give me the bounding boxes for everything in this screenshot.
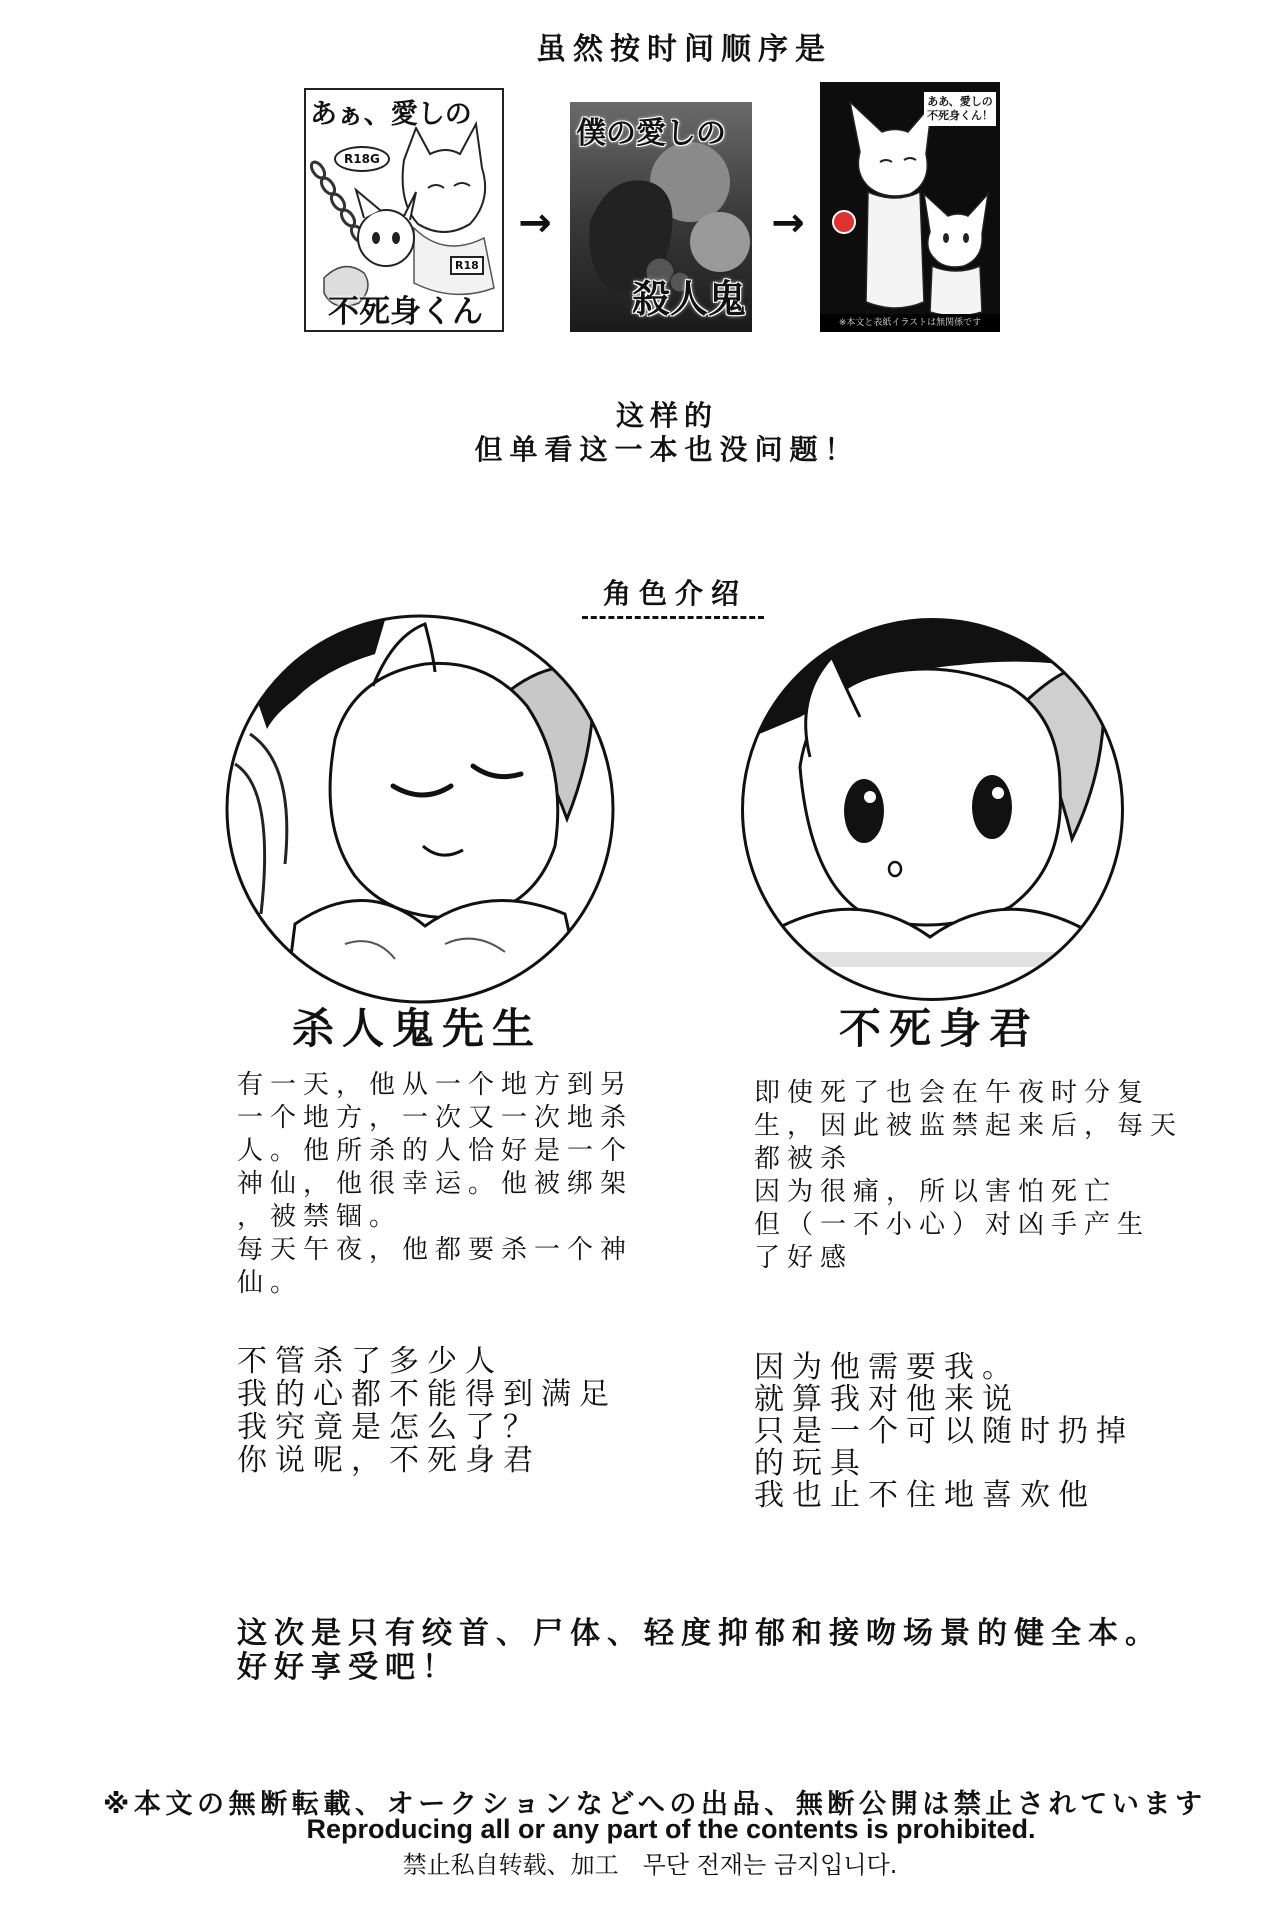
section-heading: 角色介绍 [602, 577, 747, 610]
closing-line: 好好享受吧！ [237, 1650, 459, 1685]
cat-eye [392, 232, 400, 244]
cat-head [358, 210, 414, 266]
character-description [754, 1077, 1183, 1275]
portrait-killer-illustration [225, 614, 615, 1004]
character-description [237, 1069, 633, 1300]
character-quote [237, 1345, 617, 1477]
light-blob [690, 212, 750, 272]
description-line: 因为很痛，所以害怕死亡 [754, 1177, 1118, 1207]
cat-eye [963, 233, 969, 243]
eye-highlight [992, 787, 1004, 799]
cover-2 [570, 102, 752, 332]
character-quote [754, 1352, 1134, 1512]
eye-left [844, 779, 884, 843]
portrait-killer [225, 614, 615, 1004]
portrait-immortal [740, 617, 1125, 1002]
description-line: 了好感 [754, 1243, 854, 1273]
eye-right [972, 775, 1012, 839]
quote-line: 的玩具 [754, 1446, 868, 1481]
quote-line: 我究竟是怎么了？ [237, 1410, 541, 1445]
cat-eye [372, 232, 380, 244]
arrow-right-icon: → [771, 200, 805, 246]
page-title: 虽然按时间顺序是 [536, 32, 832, 67]
quote-line: 不管杀了多少人 [237, 1344, 503, 1379]
quote-line: 只是一个可以随时扔掉 [754, 1414, 1134, 1449]
description-line: 生，因此被监禁起来后，每天 [754, 1111, 1184, 1141]
cover-3-title [924, 92, 996, 126]
sequence-note-line: 但单看这一本也没问题！ [474, 433, 860, 466]
cover-2-title-bottom: 殺人鬼 [632, 277, 747, 321]
description-line: 人。他所杀的人恰好是一个 [237, 1136, 634, 1166]
character-name: 不死身君 [838, 1004, 1039, 1053]
cover-1-title-top: あぁ、愛しの [310, 99, 472, 130]
quote-line: 就算我对他来说 [754, 1382, 1020, 1417]
closing-line: 这次是只有绞首、尸体、轻度抑郁和接吻场景的健全本。 [237, 1616, 1162, 1651]
paw-item [833, 211, 855, 233]
cover-1-rating-badge: R18 [450, 256, 484, 275]
description-line: 但（一不小心）对凶手产生 [754, 1210, 1151, 1240]
cat-body [866, 192, 924, 308]
cover-3-footer-strip: ※本文と表紙イラストは無関係です [820, 314, 1000, 332]
portrait-immortal-illustration [740, 617, 1125, 1002]
arrow-right-icon: → [518, 200, 552, 246]
cover-1-rating-bubble: R18G [334, 146, 390, 172]
cover-3 [820, 82, 1000, 332]
character-name: 杀人鬼先生 [291, 1004, 542, 1053]
quote-line: 我的心都不能得到满足 [237, 1377, 617, 1412]
eye-highlight [864, 791, 876, 803]
cover-2-title-top: 僕の愛しの [576, 116, 726, 151]
description-line: 即使死了也会在午夜时分复 [754, 1078, 1151, 1108]
description-line: 一个地方，一次又一次地杀 [237, 1103, 634, 1133]
cover-1 [304, 88, 504, 332]
description-line: 有一天，他从一个地方到另 [237, 1070, 634, 1100]
cat-body [930, 266, 982, 316]
description-line: 每天午夜，他都要杀一个神 [237, 1235, 634, 1265]
cover-1-title-bottom: 不死身くん [328, 294, 483, 330]
tone-strip [740, 952, 1125, 967]
cat-eye [943, 233, 949, 243]
copyright-notice-chinese-korean: 禁止私自转载、加工 무단 전재는 금지입니다. [402, 1851, 898, 1879]
copyright-notice-english: Reproducing all or any part of the contents is prohibited. [306, 1814, 1036, 1844]
description-line: ，被禁锢。 [237, 1202, 403, 1232]
sequence-note-line: 这样的 [615, 399, 718, 432]
closing-note [237, 1617, 1162, 1685]
copyright-notice-japanese: ※本文の無断転載、オークションなどへの出品、無断公開は禁止されています [103, 1789, 1207, 1820]
description-line: 神仙，他很幸运。他被绑架 [237, 1169, 634, 1199]
quote-line: 你说呢，不死身君 [237, 1443, 541, 1478]
description-line: 都被杀 [754, 1144, 854, 1174]
cover-3-title-line: 不死身くん！ [927, 109, 993, 122]
cover-3-title-line: ああ、愛しの [927, 95, 993, 108]
quote-line: 因为他需要我。 [754, 1350, 1020, 1385]
quote-line: 我也止不住地喜欢他 [754, 1478, 1096, 1513]
description-line: 仙。 [237, 1268, 304, 1298]
